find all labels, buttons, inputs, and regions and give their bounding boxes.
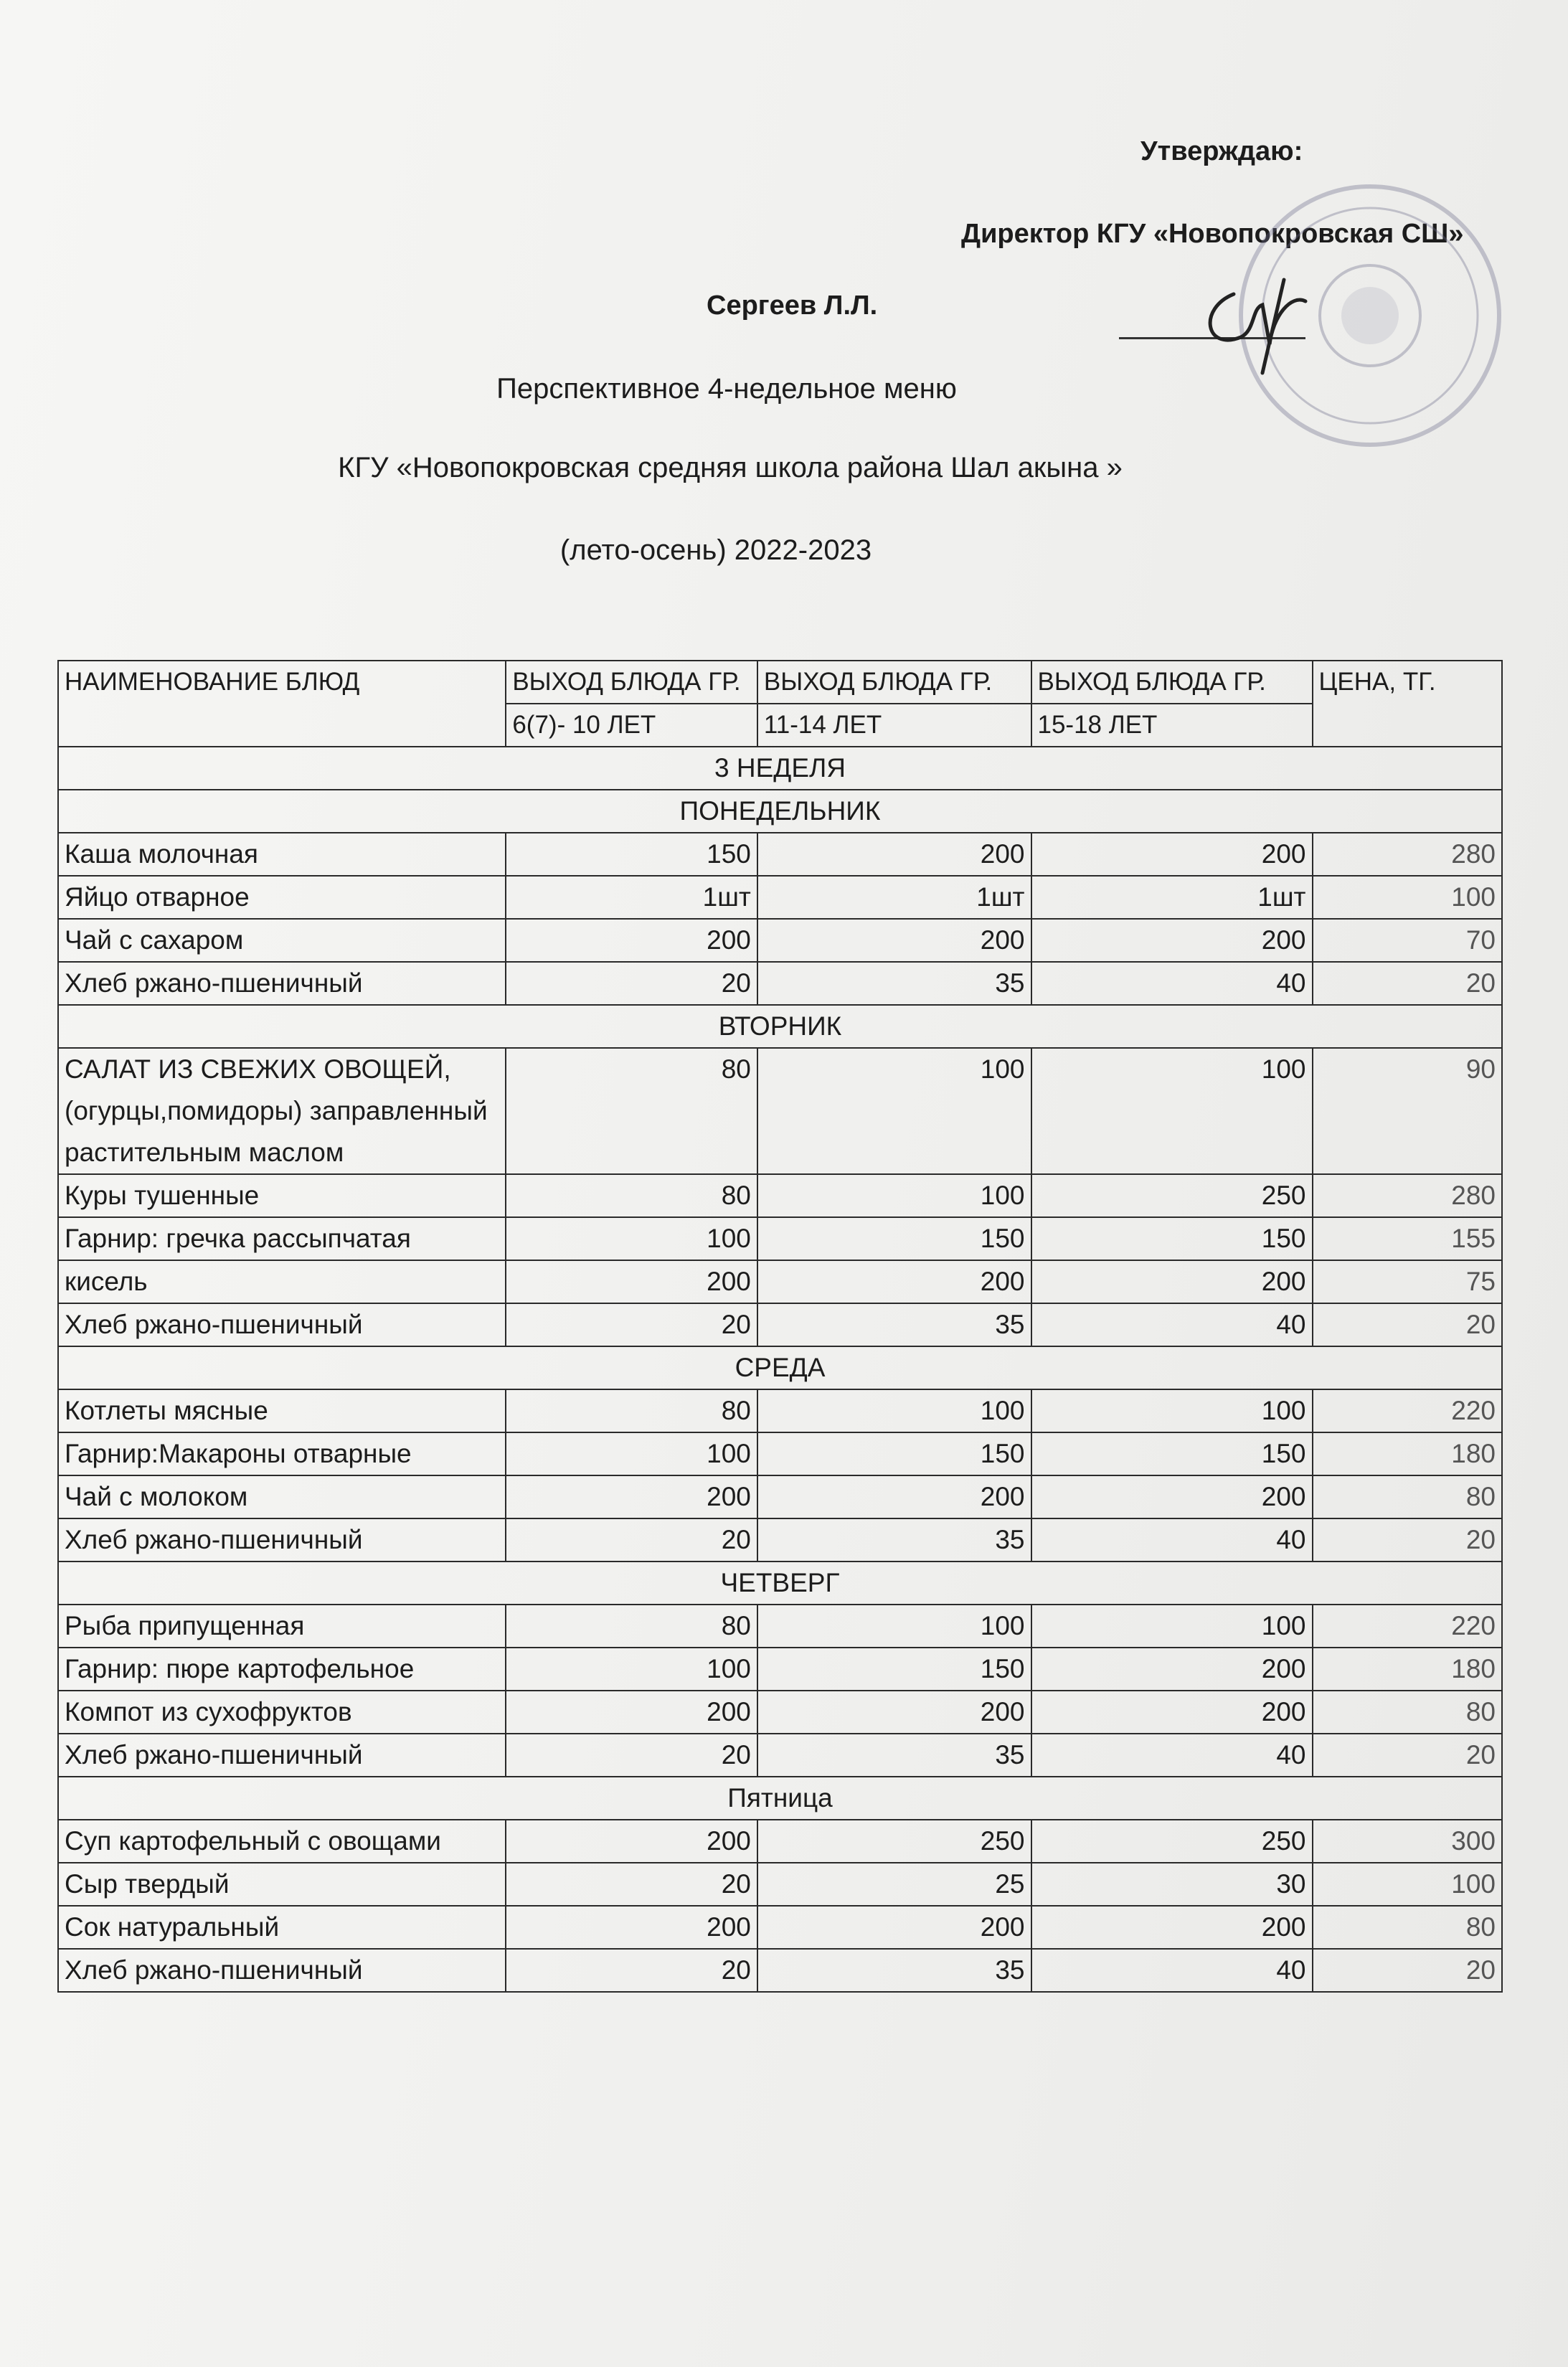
dish-row — [58, 1949, 1502, 1992]
output-6-10: 20 — [506, 962, 757, 1005]
output-11-14: 35 — [757, 1303, 1031, 1346]
output-6-10: 80 — [506, 1605, 757, 1648]
header-age-3: 15-18 ЛЕТ — [1031, 704, 1313, 747]
day-row — [58, 1346, 1502, 1389]
output-11-14: 200 — [757, 833, 1031, 876]
dish-row — [58, 1605, 1502, 1648]
header-dish-name: НАИМЕНОВАНИЕ БЛЮД — [58, 661, 506, 747]
output-6-10: 200 — [506, 1260, 757, 1303]
output-11-14: 100 — [757, 1605, 1031, 1648]
dish-row — [58, 1432, 1502, 1475]
output-11-14: 200 — [757, 1691, 1031, 1734]
output-6-10: 20 — [506, 1949, 757, 1992]
output-6-10: 200 — [506, 1691, 757, 1734]
dish-name: Хлеб ржано-пшеничный — [58, 1949, 506, 1992]
day-row — [58, 1777, 1502, 1820]
output-15-18: 40 — [1031, 962, 1313, 1005]
dish-row — [58, 833, 1502, 876]
dish-name: Куры тушенные — [58, 1174, 506, 1217]
price: 220 — [1313, 1389, 1502, 1432]
dish-row — [58, 1734, 1502, 1777]
output-6-10: 100 — [506, 1217, 757, 1260]
header-age-1: 6(7)- 10 ЛЕТ — [506, 704, 757, 747]
price: 100 — [1313, 1863, 1502, 1906]
day-label: ВТОРНИК — [58, 1005, 1502, 1048]
price: 80 — [1313, 1906, 1502, 1949]
dish-name: Суп картофельный с овощами — [58, 1820, 506, 1863]
output-15-18: 200 — [1031, 919, 1313, 962]
output-6-10: 1шт — [506, 876, 757, 919]
output-11-14: 100 — [757, 1048, 1031, 1174]
dish-row — [58, 1648, 1502, 1691]
output-6-10: 20 — [506, 1303, 757, 1346]
header-output-2: ВЫХОД БЛЮДА ГР. — [757, 661, 1031, 704]
season-period: (лето-осень) 2022-2023 — [559, 534, 872, 566]
dish-row — [58, 1303, 1502, 1346]
output-15-18: 200 — [1031, 1648, 1313, 1691]
output-15-18: 40 — [1031, 1734, 1313, 1777]
output-15-18: 150 — [1031, 1217, 1313, 1260]
dish-name: Сыр твердый — [58, 1863, 506, 1906]
output-15-18: 250 — [1031, 1174, 1313, 1217]
dish-name: Рыба припущенная — [58, 1605, 506, 1648]
output-6-10: 200 — [506, 919, 757, 962]
day-row — [58, 1005, 1502, 1048]
header-price: ЦЕНА, ТГ. — [1313, 661, 1502, 747]
dish-name: Хлеб ржано-пшеничный — [58, 1518, 506, 1562]
dish-name: Хлеб ржано-пшеничный — [58, 962, 506, 1005]
output-11-14: 200 — [757, 1475, 1031, 1518]
menu-table — [57, 660, 1503, 1993]
price: 20 — [1313, 1518, 1502, 1562]
price: 300 — [1313, 1820, 1502, 1863]
output-11-14: 35 — [757, 962, 1031, 1005]
output-6-10: 80 — [506, 1389, 757, 1432]
output-11-14: 200 — [757, 1906, 1031, 1949]
output-15-18: 200 — [1031, 1691, 1313, 1734]
dish-name: Каша молочная — [58, 833, 506, 876]
output-15-18: 100 — [1031, 1389, 1313, 1432]
output-15-18: 200 — [1031, 1906, 1313, 1949]
output-6-10: 80 — [506, 1048, 757, 1174]
header-output-3: ВЫХОД БЛЮДА ГР. — [1031, 661, 1313, 704]
output-11-14: 150 — [757, 1648, 1031, 1691]
output-11-14: 200 — [757, 919, 1031, 962]
output-15-18: 100 — [1031, 1605, 1313, 1648]
week-label: 3 НЕДЕЛЯ — [58, 747, 1502, 790]
output-11-14: 35 — [757, 1734, 1031, 1777]
price: 75 — [1313, 1260, 1502, 1303]
dish-row — [58, 1820, 1502, 1863]
output-15-18: 200 — [1031, 1475, 1313, 1518]
dish-name: Чай с молоком — [58, 1475, 506, 1518]
dish-name: Компот из сухофруктов — [58, 1691, 506, 1734]
dish-name: Яйцо отварное — [58, 876, 506, 919]
output-15-18: 200 — [1031, 1260, 1313, 1303]
output-6-10: 200 — [506, 1475, 757, 1518]
output-15-18: 40 — [1031, 1303, 1313, 1346]
dish-name: Хлеб ржано-пшеничный — [58, 1734, 506, 1777]
output-6-10: 80 — [506, 1174, 757, 1217]
price: 80 — [1313, 1475, 1502, 1518]
output-15-18: 250 — [1031, 1820, 1313, 1863]
dish-row — [58, 1174, 1502, 1217]
price: 155 — [1313, 1217, 1502, 1260]
dish-name: Гарнир: гречка рассыпчатая — [58, 1217, 506, 1260]
price: 20 — [1313, 962, 1502, 1005]
header-row — [58, 661, 1502, 704]
dish-row — [58, 1863, 1502, 1906]
output-11-14: 35 — [757, 1518, 1031, 1562]
output-15-18: 30 — [1031, 1863, 1313, 1906]
output-11-14: 150 — [757, 1432, 1031, 1475]
price: 100 — [1313, 876, 1502, 919]
dish-row — [58, 1217, 1502, 1260]
price: 180 — [1313, 1432, 1502, 1475]
dish-name: Гарнир:Макароны отварные — [58, 1432, 506, 1475]
document-title: Перспективное 4-недельное меню — [496, 373, 957, 405]
dish-name: Чай с сахаром — [58, 919, 506, 962]
dish-row — [58, 1691, 1502, 1734]
day-label: ПОНЕДЕЛЬНИК — [58, 790, 1502, 833]
output-15-18: 100 — [1031, 1048, 1313, 1174]
output-6-10: 20 — [506, 1863, 757, 1906]
approval-label: Утверждаю: — [1140, 136, 1303, 166]
price: 220 — [1313, 1605, 1502, 1648]
output-11-14: 100 — [757, 1389, 1031, 1432]
day-row — [58, 1562, 1502, 1605]
dish-name: САЛАТ ИЗ СВЕЖИХ ОВОЩЕЙ, (огурцы,помидоры) заправленный растительным маслом — [58, 1048, 506, 1174]
output-6-10: 150 — [506, 833, 757, 876]
output-11-14: 150 — [757, 1217, 1031, 1260]
price: 180 — [1313, 1648, 1502, 1691]
day-label: ЧЕТВЕРГ — [58, 1562, 1502, 1605]
dish-name: Хлеб ржано-пшеничный — [58, 1303, 506, 1346]
dish-row — [58, 1906, 1502, 1949]
output-6-10: 20 — [506, 1518, 757, 1562]
output-11-14: 250 — [757, 1820, 1031, 1863]
output-15-18: 150 — [1031, 1432, 1313, 1475]
output-11-14: 25 — [757, 1863, 1031, 1906]
output-15-18: 200 — [1031, 833, 1313, 876]
dish-row — [58, 962, 1502, 1005]
output-15-18: 40 — [1031, 1518, 1313, 1562]
price: 280 — [1313, 1174, 1502, 1217]
output-11-14: 1шт — [757, 876, 1031, 919]
dish-row — [58, 876, 1502, 919]
output-11-14: 200 — [757, 1260, 1031, 1303]
output-15-18: 40 — [1031, 1949, 1313, 1992]
output-6-10: 200 — [506, 1820, 757, 1863]
approval-position: Директор КГУ «Новопокровская СШ» — [961, 219, 1464, 249]
output-6-10: 200 — [506, 1906, 757, 1949]
output-15-18: 1шт — [1031, 876, 1313, 919]
dish-name: Гарнир: пюре картофельное — [58, 1648, 506, 1691]
dish-name: кисель — [58, 1260, 506, 1303]
price: 70 — [1313, 919, 1502, 962]
price: 20 — [1313, 1949, 1502, 1992]
dish-row — [58, 1475, 1502, 1518]
header-age-2: 11-14 ЛЕТ — [757, 704, 1031, 747]
header-output-1: ВЫХОД БЛЮДА ГР. — [506, 661, 757, 704]
dish-row — [58, 919, 1502, 962]
price: 80 — [1313, 1691, 1502, 1734]
school-name: КГУ «Новопокровская средняя школа района Шал акына » — [338, 452, 1123, 483]
output-6-10: 100 — [506, 1432, 757, 1475]
dish-name: Котлеты мясные — [58, 1389, 506, 1432]
day-label: СРЕДА — [58, 1346, 1502, 1389]
day-row — [58, 790, 1502, 833]
price: 20 — [1313, 1734, 1502, 1777]
day-label: Пятница — [58, 1777, 1502, 1820]
price: 20 — [1313, 1303, 1502, 1346]
director-signature — [1184, 265, 1327, 380]
dish-row — [58, 1389, 1502, 1432]
price: 280 — [1313, 833, 1502, 876]
dish-row — [58, 1518, 1502, 1562]
approval-name: Сергеев Л.Л. — [707, 290, 878, 321]
price: 90 — [1313, 1048, 1502, 1174]
dish-row — [58, 1048, 1502, 1174]
output-6-10: 100 — [506, 1648, 757, 1691]
output-11-14: 35 — [757, 1949, 1031, 1992]
dish-row — [58, 1260, 1502, 1303]
dish-name: Сок натуральный — [58, 1906, 506, 1949]
output-11-14: 100 — [757, 1174, 1031, 1217]
week-row — [58, 747, 1502, 790]
output-6-10: 20 — [506, 1734, 757, 1777]
